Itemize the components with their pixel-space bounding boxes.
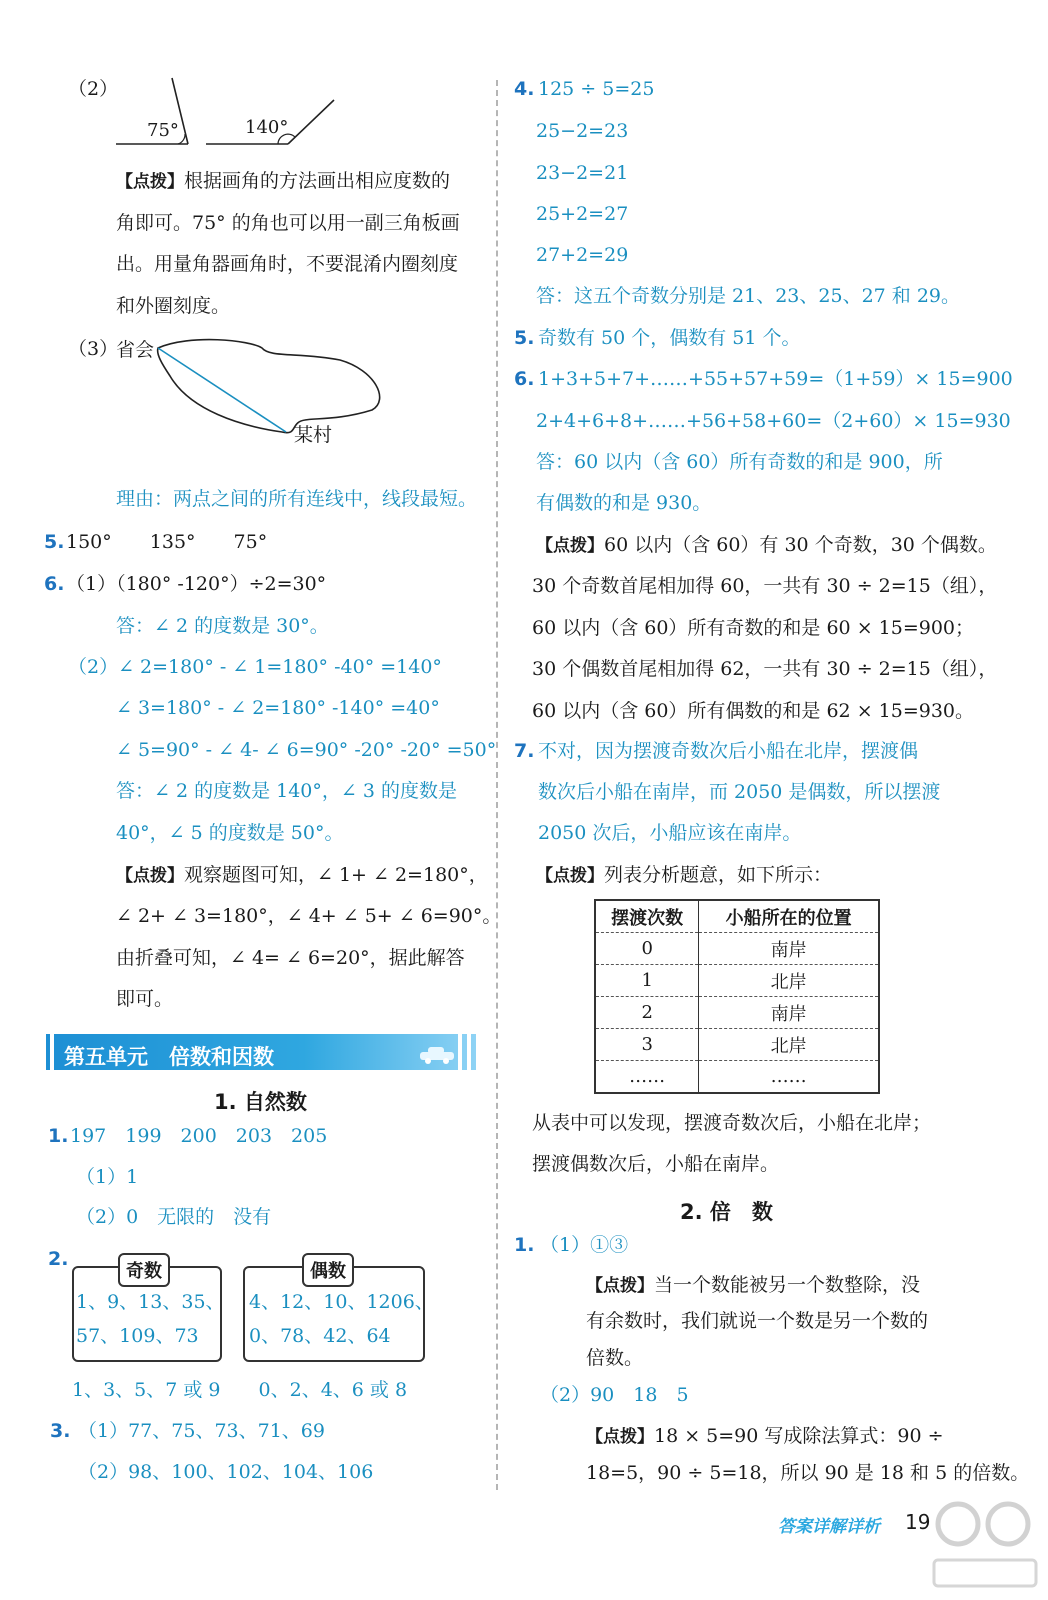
r-q4-line: 125 ÷ 5=25 xyxy=(538,78,655,100)
table-cell: 南岸 xyxy=(699,933,879,965)
tip3-line: 30 个奇数首尾相加得 60，一共有 30 ÷ 2=15（组）， xyxy=(532,575,998,597)
s1-q1-answer: 197 199 200 203 205 xyxy=(70,1125,328,1147)
q6-part2-line: ∠ 5=90° - ∠ 4- ∠ 6=90° -20° -20° =50° xyxy=(116,739,497,761)
r-q4-number: 4. xyxy=(514,78,535,100)
column-divider xyxy=(496,80,498,1490)
table-header: 摆渡次数 xyxy=(595,900,699,933)
r-q6-line: 1+3+5+7+……+55+57+59=（1+59）× 15=900 xyxy=(538,368,1013,390)
s1-q1-part1: （1）1 xyxy=(76,1166,139,1188)
s1-q2-extra: 1、3、5、7 或 9 0、2、4、6 或 8 xyxy=(72,1379,408,1401)
odd-box-label: 奇数 xyxy=(118,1253,170,1287)
reason: 理由：两点之间的所有连线中，线段最短。 xyxy=(116,488,478,510)
table-cell: …… xyxy=(595,1061,699,1094)
tip5-line: 倍数。 xyxy=(586,1347,644,1369)
s1-q3-part2: （2）98、100、102、104、106 xyxy=(78,1461,374,1483)
map-point-a: 省会 xyxy=(116,339,155,361)
tip2-line: 由折叠可知，∠ 4= ∠ 6=20°，据此解答 xyxy=(116,947,465,969)
q6-part2-line: ∠ 3=180° - ∠ 2=180° -140° =40° xyxy=(116,697,440,719)
tip5-line: 有余数时，我们就说一个数是另一个数的 xyxy=(586,1310,929,1332)
table-cell: 1 xyxy=(595,965,699,997)
tip6-tag: 【点拨】 xyxy=(586,1427,654,1447)
tip1-line: 出。用量角器画角时，不要混淆内圈刻度 xyxy=(116,253,459,275)
s2-q1-number: 1. xyxy=(514,1234,535,1256)
q6-part1: （1）（180° -120°）÷2=30° xyxy=(66,573,327,595)
table-cell: 3 xyxy=(595,1029,699,1061)
tip1 xyxy=(116,172,450,191)
r-q7-line: 数次后小船在南岸，而 2050 是偶数，所以摆渡 xyxy=(538,781,941,803)
tip3-line: 30 个偶数首尾相加得 62，一共有 30 ÷ 2=15（组）， xyxy=(532,658,998,680)
tip6-line: 18 × 5=90 写成除法算式：90 ÷ xyxy=(654,1425,944,1447)
angle-label-b: 140° xyxy=(245,117,289,138)
tip2-line: ∠ 2+ ∠ 3=180°，∠ 4+ ∠ 5+ ∠ 6=90°。 xyxy=(116,905,502,927)
tip2-tag: 【点拨】 xyxy=(116,866,184,886)
unit-banner xyxy=(46,1034,476,1070)
odd-box-line: 1、9、13、35、 xyxy=(76,1291,225,1313)
map-point-b: 某村 xyxy=(294,424,333,446)
footer-tag: 答案详解详析 xyxy=(778,1517,880,1537)
q6-part2-answer: 答：∠ 2 的度数是 140°，∠ 3 的度数是 xyxy=(116,780,457,802)
q6-number: 6. xyxy=(44,573,65,595)
r-q4-line: 23−2=21 xyxy=(536,162,629,184)
angle-drawings xyxy=(108,68,348,158)
tip6 xyxy=(586,1427,944,1446)
s1-q3-number: 3. xyxy=(50,1420,71,1442)
table-note: 摆渡偶数次后，小船在南岸。 xyxy=(532,1153,780,1175)
tip2 xyxy=(116,866,488,885)
r-q4-answer: 答：这五个奇数分别是 21、23、25、27 和 29。 xyxy=(536,285,961,307)
r-q6-answer: 答：60 以内（含 60）所有奇数的和是 900，所 xyxy=(536,451,943,473)
tip2-line: 即可。 xyxy=(116,988,174,1010)
watermark-logo xyxy=(930,1500,1040,1592)
tip1-line: 角即可。75° 的角也可以用一副三角板画 xyxy=(116,212,460,234)
s1-q2-number: 2. xyxy=(48,1248,69,1270)
q2-label: （2） xyxy=(68,78,119,100)
r-q5-answer: 奇数有 50 个，偶数有 51 个。 xyxy=(538,327,801,349)
r-q5-number: 5. xyxy=(514,327,535,349)
r-q4-line: 27+2=29 xyxy=(536,244,629,266)
q6-part2-answer: 40°，∠ 5 的度数是 50°。 xyxy=(116,822,344,844)
unit-title: 第五单元 倍数和因数 xyxy=(64,1045,274,1069)
tip3-tag: 【点拨】 xyxy=(536,536,604,556)
table-note: 从表中可以发现，摆渡奇数次后，小船在北岸； xyxy=(532,1112,932,1134)
q3-label: （3） xyxy=(68,338,119,360)
q6-part1-answer: 答：∠ 2 的度数是 30°。 xyxy=(116,615,329,637)
table-cell: 北岸 xyxy=(699,965,879,997)
page-number: 19 xyxy=(905,1510,931,1534)
r-q4-line: 25+2=27 xyxy=(536,203,629,225)
q6-part2-line: （2）∠ 2=180° - ∠ 1=180° -40° =140° xyxy=(68,656,442,678)
r-q6-answer: 有偶数的和是 930。 xyxy=(536,492,712,514)
tip3-line: 60 以内（含 60）所有奇数的和是 60 × 15=900； xyxy=(532,617,975,639)
s1-q1-number: 1. xyxy=(48,1125,69,1147)
even-box-line: 0、78、42、64 xyxy=(249,1325,391,1347)
table-cell: 北岸 xyxy=(699,1029,879,1061)
s2-q1-part1: （1）①③ xyxy=(540,1234,629,1256)
tip1-line: 和外圈刻度。 xyxy=(116,295,231,317)
r-q7-line: 2050 次后，小船应该在南岸。 xyxy=(538,822,802,844)
r-q4-line: 25−2=23 xyxy=(536,120,629,142)
r-q6-number: 6. xyxy=(514,368,535,390)
odd-box-line: 57、109、73 xyxy=(76,1325,199,1347)
table-row xyxy=(595,1029,879,1061)
table-header: 小船所在的位置 xyxy=(699,900,879,933)
table-cell: 2 xyxy=(595,997,699,1029)
section-title-natural-numbers: 1. 自然数 xyxy=(214,1090,307,1114)
table-row xyxy=(595,1061,879,1094)
tip4-tag: 【点拨】 xyxy=(536,866,604,886)
even-box-label: 偶数 xyxy=(302,1253,354,1287)
table-cell: …… xyxy=(699,1061,879,1094)
ferry-table xyxy=(594,899,880,1094)
even-box-line: 4、12、10、1206、 xyxy=(249,1291,434,1313)
table-row xyxy=(595,965,879,997)
table-cell: 南岸 xyxy=(699,997,879,1029)
tip4-text: 列表分析题意，如下所示： xyxy=(604,864,833,886)
tip2-line: 观察题图可知，∠ 1+ ∠ 2=180°， xyxy=(184,864,488,886)
tip6-line: 18=5，90 ÷ 5=18，所以 90 是 18 和 5 的倍数。 xyxy=(586,1462,1030,1484)
tip3-line: 60 以内（含 60）有 30 个奇数，30 个偶数。 xyxy=(604,534,997,556)
s1-q3-part1: （1）77、75、73、71、69 xyxy=(78,1420,325,1442)
r-q7-line: 不对，因为摆渡奇数次后小船在北岸，摆渡偶 xyxy=(538,740,919,762)
angle-label-a: 75° xyxy=(147,120,179,141)
route-map xyxy=(150,330,390,440)
table-cell: 0 xyxy=(595,933,699,965)
tip5-tag: 【点拨】 xyxy=(586,1276,654,1296)
section-title-multiples: 2. 倍 数 xyxy=(680,1200,773,1224)
r-q7-number: 7. xyxy=(514,740,535,762)
r-q6-line: 2+4+6+8+……+56+58+60=（2+60）× 15=930 xyxy=(536,410,1011,432)
table-header-row xyxy=(595,900,879,933)
q5-answer: 150° 135° 75° xyxy=(66,531,268,553)
tip1-line: 根据画角的方法画出相应度数的 xyxy=(184,170,451,192)
tip3-line: 60 以内（含 60）所有偶数的和是 62 × 15=930。 xyxy=(532,700,975,722)
s1-q1-part2: （2）0 无限的 没有 xyxy=(76,1206,272,1228)
tip5 xyxy=(586,1276,920,1295)
tip3 xyxy=(536,536,997,555)
tip4 xyxy=(536,866,832,885)
car-icon xyxy=(418,1044,458,1064)
table-row xyxy=(595,997,879,1029)
table-row xyxy=(595,933,879,965)
s2-q1-part2: （2）90 18 5 xyxy=(540,1384,689,1406)
tip1-tag: 【点拨】 xyxy=(116,172,184,192)
tip5-line: 当一个数能被另一个数整除，没 xyxy=(654,1274,921,1296)
q5-number: 5. xyxy=(44,531,65,553)
